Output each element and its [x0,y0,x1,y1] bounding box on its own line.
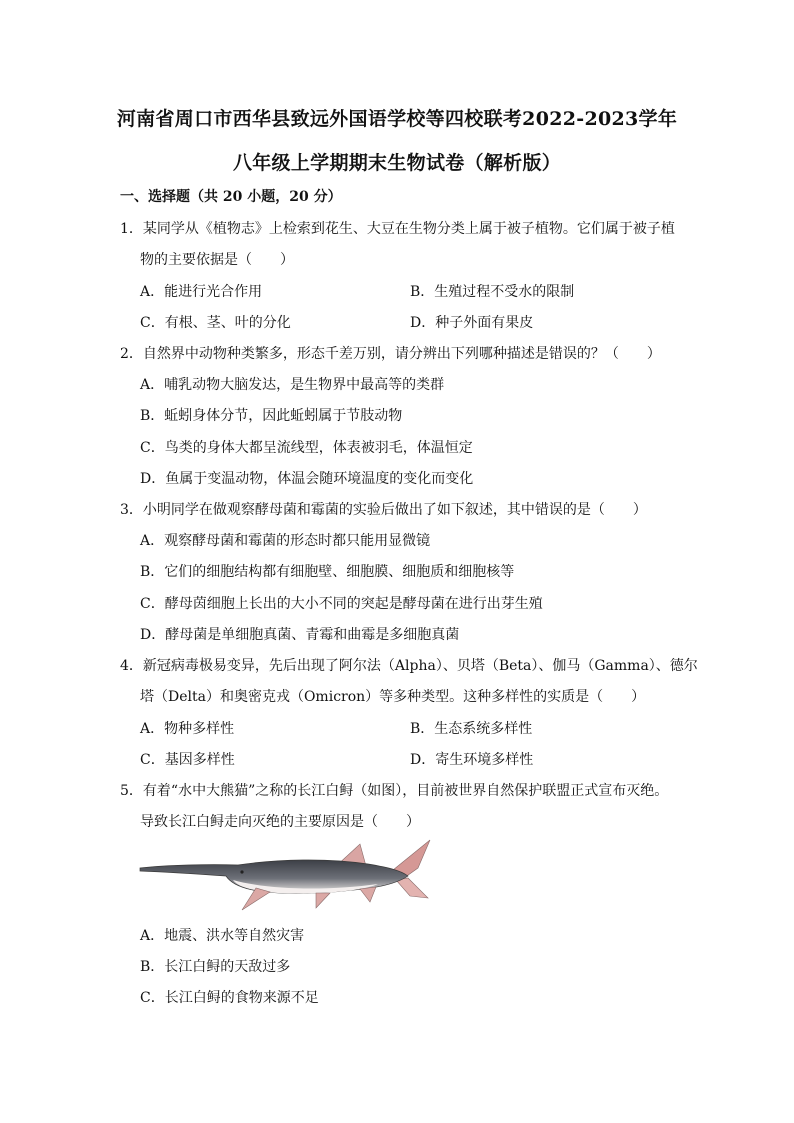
question-1-option-c: C．有根、茎、叶的分化 [140,315,291,331]
question-2-option-b: B．蚯蚓身体分节，因此蚯蚓属于节肢动物 [140,408,403,424]
question-5-text: 5．有着“水中大熊猫”之称的长江白鲟（如图），目前被世界自然保护联盟正式宣布灭绝。 [120,783,669,799]
section-heading: 一、选择题（共 20 小题，20 分） [120,189,342,205]
question-4-option-d: D．寄生环境多样性 [410,752,534,768]
question-4-option-a: A．物种多样性 [140,721,235,737]
question-1-option-b: B．生殖过程不受水的限制 [410,284,575,300]
question-4-text: 4．新冠病毒极易变异，先后出现了阿尔法（Alpha）、贝塔（Beta）、伽马（Gamma）、德尔 [120,658,698,674]
question-5-option-a: A．地震、洪水等自然灾害 [140,928,305,944]
question-5-text-cont: 导致长江白鲟走向灭绝的主要原因是（ ） [140,814,420,830]
question-5-option-c: C．长江白鲟的食物来源不足 [140,990,319,1006]
question-3-option-d: D．酵母菌是单细胞真菌、青霉和曲霉是多细胞真菌 [140,627,460,643]
question-1-text: 1．某同学从《植物志》上检索到花生、大豆在生物分类上属于被子植物。它们属于被子植 [120,221,675,237]
question-4-option-c: C．基因多样性 [140,752,235,768]
question-1-option-d: D．种子外面有果皮 [410,315,534,331]
question-3-option-b: B．它们的细胞结构都有细胞壁、细胞膜、细胞质和细胞核等 [140,564,515,580]
question-1-option-a: A．能进行光合作用 [140,284,263,300]
question-1-text-cont: 物的主要依据是（ ） [140,252,294,268]
question-3-option-a: A．观察酵母菌和霉菌的形态时都只能用显微镜 [140,533,431,549]
question-5-option-b: B．长江白鲟的天敌过多 [140,959,291,975]
question-2-option-a: A．哺乳动物大脑发达，是生物界中最高等的类群 [140,377,445,393]
question-2-option-c: C．鸟类的身体大都呈流线型，体表被羽毛，体温恒定 [140,440,473,456]
question-3-text: 3．小明同学在做观察酵母菌和霉菌的实验后做出了如下叙述，其中错误的是（ ） [120,502,647,518]
exam-title-line-1: 河南省周口市西华县致远外国语学校等四校联考2022-2023学年 [116,108,678,130]
exam-title-line-2: 八年级上学期期末生物试卷（解析版） [232,152,562,174]
question-3-option-c: C．酵母茵细胞上长出的大小不同的突起是酵母菌在进行出芽生殖 [140,596,543,612]
paddlefish-illustration [138,838,433,916]
question-4-text-cont: 塔（Delta）和奥密克戎（Omicron）等多种类型。这种多样性的实质是（ ） [140,689,646,705]
question-4-option-b: B．生态系统多样性 [410,721,533,737]
question-2-option-d: D．鱼属于变温动物，体温会随环境温度的变化而变化 [140,471,474,487]
question-2-text: 2．自然界中动物种类繁多，形态千差万别，请分辨出下列哪种描述是错误的？（ ） [120,346,661,362]
